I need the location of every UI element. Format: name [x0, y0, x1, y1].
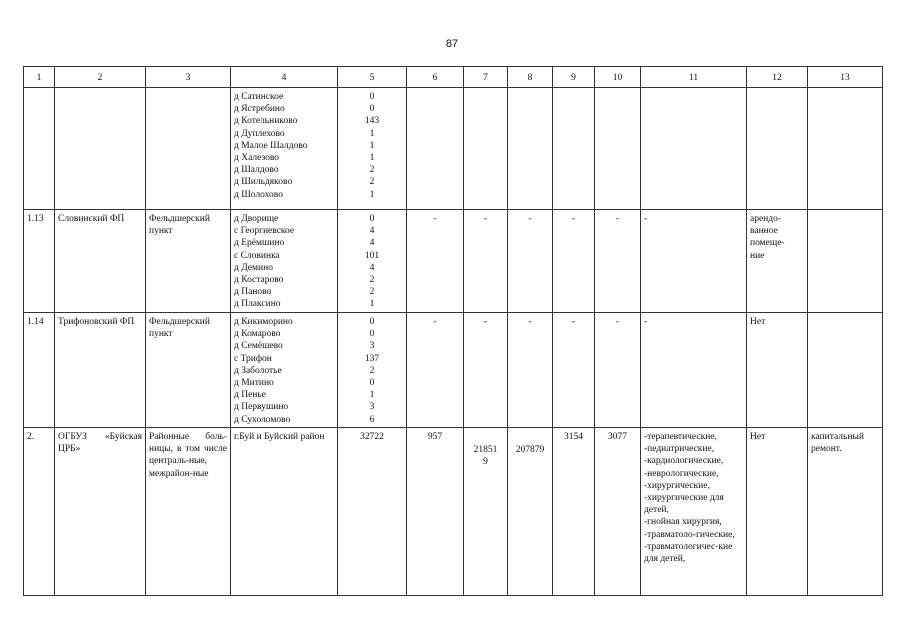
cell-13: капитальный ремонт. [808, 428, 883, 596]
cell-10: - [595, 210, 641, 313]
header-row [24, 67, 883, 88]
cell-12 [747, 88, 808, 210]
table-row [24, 428, 883, 596]
cell-7 [464, 88, 508, 210]
cell-9: - [553, 313, 595, 428]
col-header: 8 [508, 67, 553, 88]
cell-name [55, 88, 146, 210]
col-header: 4 [231, 67, 338, 88]
cell-7: - [464, 210, 508, 313]
cell-12: арендо- ванное помеще- ние [747, 210, 808, 313]
page-number: 87 [445, 38, 459, 50]
cell-9: 3154 [553, 428, 595, 596]
cell-11: - [641, 313, 747, 428]
cell-population: 0 0 143 1 1 1 2 2 1 [338, 88, 407, 210]
cell-12: Нет [747, 313, 808, 428]
cell-13 [808, 88, 883, 210]
table-row [24, 210, 883, 313]
cell-11: - [641, 210, 747, 313]
cell-11: -терапевтические, -педиатрические, -кардиологические, -неврологические, -хирургические, -хирургические для детей, -гнойная хирургия, -травматоло-гические, -травматологичес-кие для детей, [641, 428, 747, 596]
col-header: 9 [553, 67, 595, 88]
cell-8: - [508, 210, 553, 313]
cell-population: 32722 [338, 428, 407, 596]
cell-8: 207879 [508, 428, 553, 596]
cell-name: Словинский ФП [55, 210, 146, 313]
cell-9: - [553, 210, 595, 313]
col-header: 1 [24, 67, 55, 88]
cell-type: Фельдшерский пункт [146, 313, 231, 428]
cell-7: 21851 9 [464, 428, 508, 596]
cell-10: 3077 [595, 428, 641, 596]
col-header: 3 [146, 67, 231, 88]
col-header: 13 [808, 67, 883, 88]
cell-number: 1.14 [24, 313, 55, 428]
cell-13 [808, 210, 883, 313]
cell-number: 2. [24, 428, 55, 596]
cell-settlements: д Кикиморино д Комарово д Семёшево с Трифон д Заболотье д Митино д Пенье д Первушино д Сухоломово [231, 313, 338, 428]
cell-type [146, 88, 231, 210]
table-row [24, 88, 883, 210]
cell-7: - [464, 313, 508, 428]
cell-8: - [508, 313, 553, 428]
cell-settlements: г.Буй и Буйский район [231, 428, 338, 596]
cell-10 [595, 88, 641, 210]
cell-type: Районные боль-ницы, в том числе централь-ные, межрайон-ные [146, 428, 231, 596]
cell-10: - [595, 313, 641, 428]
col-header: 5 [338, 67, 407, 88]
cell-population: 0 4 4 101 4 2 2 1 [338, 210, 407, 313]
cell-6 [407, 88, 464, 210]
cell-12: Нет [747, 428, 808, 596]
cell-6: - [407, 210, 464, 313]
col-header: 2 [55, 67, 146, 88]
cell-name: ОГБУЗ «Буйская ЦРБ» [55, 428, 146, 596]
cell-6: - [407, 313, 464, 428]
table-row [24, 313, 883, 428]
col-header: 7 [464, 67, 508, 88]
cell-settlements: д Дворище с Георгиевское д Ерёмшино с Словинка д Демино д Костарово д Паново д Плаксино [231, 210, 338, 313]
cell-type: Фельдшерский пункт [146, 210, 231, 313]
col-header: 10 [595, 67, 641, 88]
cell-settlements: д Сатинское д Ястребино д Котельниково д Дуплехово д Малое Шалдово д Халезово д Шалдово д Шильдяково д Шолохово [231, 88, 338, 210]
cell-number [24, 88, 55, 210]
data-table [23, 66, 883, 596]
cell-6: 957 [407, 428, 464, 596]
cell-11 [641, 88, 747, 210]
col-header: 11 [641, 67, 747, 88]
cell-number: 1.13 [24, 210, 55, 313]
col-header: 6 [407, 67, 464, 88]
cell-name: Трифоновский ФП [55, 313, 146, 428]
col-header: 12 [747, 67, 808, 88]
cell-8 [508, 88, 553, 210]
cell-9 [553, 88, 595, 210]
cell-13 [808, 313, 883, 428]
cell-population: 0 0 3 137 2 0 1 3 6 [338, 313, 407, 428]
